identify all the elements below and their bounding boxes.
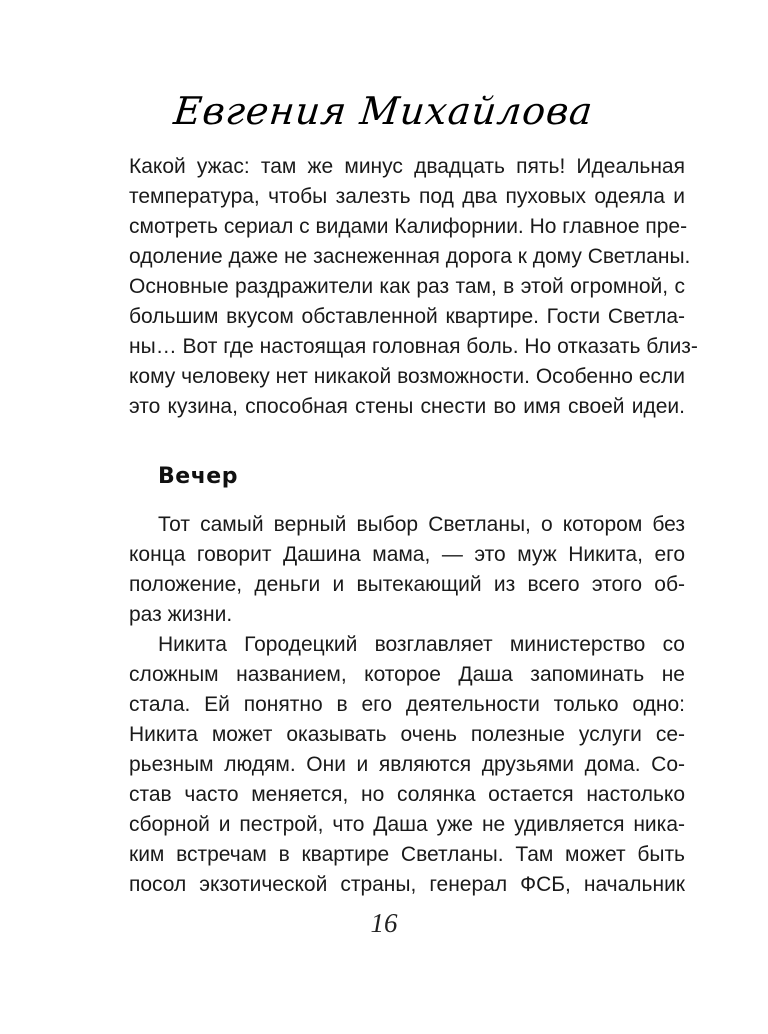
- text-line: смотреть сериал с видами Калифорнии. Но главное пре-: [129, 215, 688, 238]
- text-line: Никита Городецкий возглавляет министерство со: [158, 633, 685, 656]
- text-line: Никита может оказывать очень полезные услуги се-: [129, 723, 685, 746]
- text-line: конца говорит Дашина мама, — это муж Никита, его: [129, 543, 685, 566]
- text-line: сборной и пестрой, что Даша уже не удивляется ника-: [129, 813, 685, 836]
- text-line: кому человеку нет никакой возможности. Особенно если: [129, 365, 685, 388]
- text-line: став часто меняется, но солянка остается настолько: [129, 783, 685, 806]
- text-line: раз жизни.: [129, 603, 233, 626]
- text-line: посол экзотической страны, генерал ФСБ, начальник: [129, 873, 685, 896]
- paragraph-1: [129, 152, 698, 422]
- text-line: положение, деньги и вытекающий из всего этого об-: [129, 573, 685, 596]
- paragraph-2: [129, 510, 685, 630]
- text-line: рьезным людям. Они и являются друзьями дома. Со-: [129, 753, 685, 776]
- page-number: 16: [370, 908, 398, 938]
- text-line: большим вкусом обставленной квартире. Гости Светла-: [129, 305, 685, 328]
- text-line: температура, чтобы залезть под два пуховых одеяла и: [129, 185, 685, 208]
- text-line: Основные раздражители как раз там, в этой огромной, с: [129, 275, 685, 298]
- paragraph-3: [129, 630, 685, 900]
- section-heading: Вечер: [158, 464, 238, 489]
- text-line: ким встречам в квартире Светланы. Там может быть: [129, 843, 685, 866]
- text-line: ны… Вот где настоящая головная боль. Но отказать близ-: [129, 335, 698, 358]
- text-line: это кузина, способная стены снести во имя своей идеи.: [129, 395, 685, 418]
- text-line: Тот самый верный выбор Светланы, о котором без: [158, 513, 685, 536]
- running-header: [0, 76, 768, 146]
- text-line: стала. Ей понятно в его деятельности только одно:: [129, 693, 685, 716]
- text-line: Какой ужас: там же минус двадцать пять! Идеальная: [129, 155, 685, 178]
- text-line: одоление даже не заснеженная дорога к дому Светланы.: [129, 245, 691, 268]
- text-line: сложным названием, которое Даша запоминать не: [129, 663, 685, 686]
- author-name: Евгения Михайлова: [172, 89, 596, 133]
